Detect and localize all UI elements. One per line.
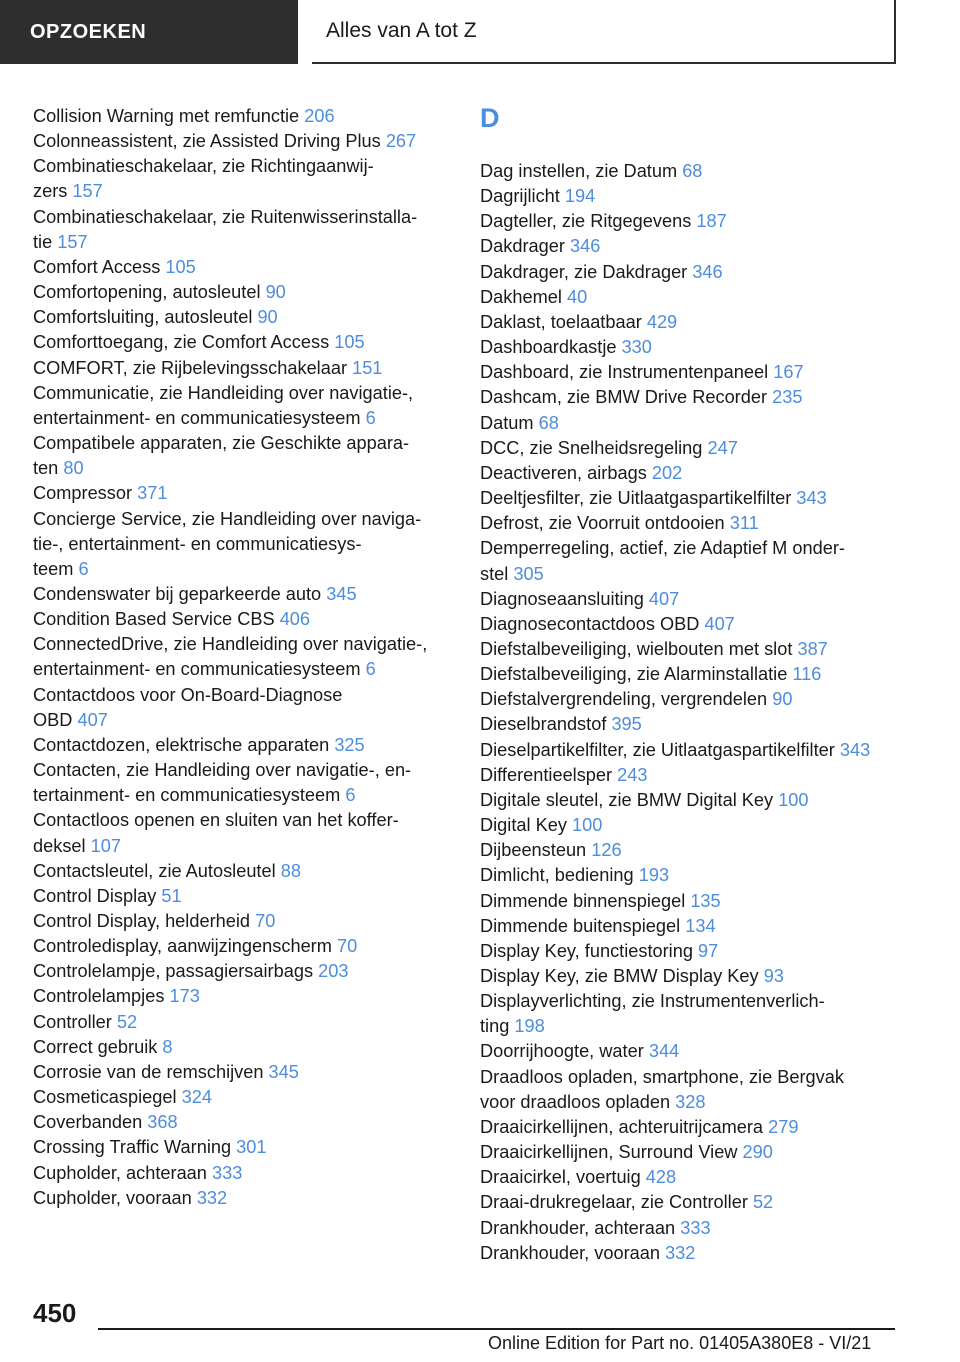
index-entry-text: Combinatieschakelaar, zie Richtingaanwij- — [33, 156, 374, 177]
index-entry[interactable] — [33, 305, 451, 330]
index-letter-heading: D — [480, 103, 500, 133]
index-entry-text: Dagrijlicht — [480, 186, 560, 207]
index-entry[interactable] — [33, 381, 451, 431]
index-entry[interactable] — [480, 360, 920, 385]
index-entry[interactable] — [480, 1216, 920, 1241]
index-entry-text: Comfort Access — [33, 256, 161, 277]
page-reference-link[interactable]: 332 — [196, 1187, 228, 1208]
index-entry[interactable] — [480, 1115, 920, 1140]
index-entry[interactable] — [480, 260, 920, 285]
index-entry-text: Communicatie, zie Handleiding over navigatie-, — [33, 382, 414, 403]
page-reference-link[interactable]: 330 — [621, 337, 652, 358]
index-entry-text: Digital Key — [480, 815, 567, 836]
page-reference-link[interactable]: 116 — [792, 664, 822, 685]
index-entry-text: stel — [480, 563, 509, 584]
index-entry-text: Display Key, functiestoring — [480, 940, 693, 961]
page-reference-link[interactable]: 343 — [839, 739, 871, 760]
index-entry-text: Crossing Traffic Warning — [33, 1137, 232, 1158]
page-reference-link[interactable]: 134 — [685, 915, 716, 936]
index-entry-text: Dieselpartikelfilter, zie Uitlaatgaspartikelfilter — [480, 739, 835, 760]
index-entry[interactable] — [480, 662, 920, 687]
page-reference-link[interactable]: 90 — [257, 307, 278, 328]
index-entry-text: Colonneassistent, zie Assisted Driving Plus — [33, 131, 381, 152]
page-reference-link[interactable]: 305 — [513, 563, 544, 584]
index-entry[interactable] — [33, 330, 451, 355]
page-reference-link[interactable]: 395 — [611, 714, 642, 735]
index-entry-text: DCC, zie Snelheidsregeling — [480, 437, 703, 458]
index-entry-text: Dieselbrandstof — [480, 714, 607, 735]
index-entry-text: ten — [33, 458, 59, 479]
index-entry-text: ConnectedDrive, zie Handleiding over navigatie-, — [33, 634, 428, 655]
index-entry-text: Daklast, toelaatbaar — [480, 311, 642, 332]
index-entry-text: Comfortsluiting, autosleutel — [33, 307, 253, 328]
index-entry[interactable] — [480, 209, 920, 234]
index-entry-text: Controlelampjes — [33, 986, 165, 1007]
page-reference-link[interactable]: 187 — [696, 211, 727, 232]
index-entry-text: Cosmeticaspiegel — [33, 1087, 177, 1108]
index-entry-text: Compatibele apparaten, zie Geschikte appara- — [33, 433, 410, 454]
index-entry-text: Draaicirkel, voertuig — [480, 1167, 641, 1188]
index-entry[interactable] — [480, 411, 920, 436]
index-entry[interactable] — [33, 909, 451, 934]
page-reference-link[interactable]: 344 — [648, 1041, 680, 1062]
page-reference-link[interactable]: 100 — [572, 815, 603, 836]
index-entry[interactable] — [480, 612, 920, 637]
page-reference-link[interactable]: 198 — [514, 1016, 545, 1037]
index-entry[interactable] — [33, 431, 451, 481]
index-entry[interactable] — [480, 285, 920, 310]
index-entry-text: Defrost, zie Voorruit ontdooien — [480, 513, 725, 534]
page-reference-link[interactable]: 6 — [78, 558, 89, 579]
index-entry-text: teem — [33, 558, 74, 579]
index-entry-text: Drankhouder, achteraan — [480, 1217, 676, 1238]
index-entry[interactable] — [33, 859, 451, 884]
page-reference-link[interactable]: 343 — [796, 488, 827, 509]
index-entry-text: Correct gebruik — [33, 1036, 158, 1057]
index-entry-text: tie — [33, 231, 53, 252]
page-reference-link[interactable]: 88 — [280, 860, 301, 881]
index-entry[interactable] — [480, 436, 920, 461]
page-reference-link[interactable]: 167 — [773, 362, 804, 383]
index-entry-text: OBD — [33, 709, 73, 730]
index-entry[interactable] — [480, 914, 920, 939]
page-reference-link[interactable]: 279 — [768, 1116, 799, 1137]
index-entry[interactable] — [480, 989, 920, 1039]
index-entry-text: Dag instellen, zie Datum — [480, 161, 678, 181]
index-entry[interactable] — [480, 738, 920, 763]
index-entry[interactable] — [480, 863, 920, 888]
index-entry[interactable] — [480, 234, 920, 259]
page-reference-link[interactable]: 157 — [72, 181, 103, 202]
index-entry-text: Dagteller, zie Ritgegevens — [480, 211, 692, 232]
index-entry-text: Diefstalbeveiliging, wielbouten met slot — [480, 638, 793, 659]
index-entry[interactable] — [480, 889, 920, 914]
index-entry[interactable] — [33, 255, 451, 280]
index-entry[interactable] — [480, 712, 920, 737]
index-entry-text: entertainment- en communicatiesysteem — [33, 407, 361, 428]
page-reference-link[interactable]: 406 — [279, 609, 311, 630]
page-reference-link[interactable]: 328 — [675, 1091, 706, 1112]
index-entry[interactable] — [33, 1161, 451, 1186]
page-reference-link[interactable]: 243 — [617, 764, 648, 785]
page-reference-link[interactable]: 267 — [385, 131, 417, 152]
index-entry-text: ting — [480, 1016, 510, 1037]
index-entry[interactable] — [480, 536, 920, 586]
index-entry-text: Draaicirkellijnen, achteruitrijcamera — [480, 1116, 764, 1137]
page-reference-link[interactable]: 68 — [682, 161, 703, 181]
index-entry-text: Control Display — [33, 885, 157, 906]
page-reference-link[interactable]: 301 — [236, 1137, 267, 1158]
index-entry-text: Datum — [480, 412, 534, 433]
page-reference-link[interactable]: 324 — [181, 1087, 212, 1108]
page-reference-link[interactable]: 346 — [692, 261, 723, 282]
page-reference-link[interactable]: 235 — [772, 387, 803, 408]
index-entry[interactable] — [33, 733, 451, 758]
index-entry-text: Contactloos openen en sluiten van het koffer- — [33, 810, 399, 831]
index-entry[interactable] — [33, 1186, 451, 1211]
page-reference-link[interactable]: 105 — [334, 332, 365, 353]
page-reference-link[interactable]: 345 — [268, 1061, 299, 1082]
index-entry-text: Dashboardkastje — [480, 337, 617, 358]
footer-edition: Online Edition for Part no. 01405A380E8 - VI/21 — [488, 1333, 872, 1353]
index-entry-text: Dimmende binnenspiegel — [480, 890, 686, 911]
page-reference-link[interactable]: 407 — [648, 588, 680, 609]
index-entry[interactable] — [480, 335, 920, 360]
page-reference-link[interactable]: 428 — [645, 1167, 677, 1188]
page-reference-link[interactable]: 90 — [772, 689, 793, 710]
page-reference-link[interactable]: 52 — [752, 1192, 774, 1213]
page-reference-link[interactable]: 135 — [690, 890, 721, 911]
page-reference-link[interactable]: 371 — [137, 483, 168, 504]
page-reference-link[interactable]: 100 — [778, 789, 809, 810]
index-entry[interactable] — [33, 934, 451, 959]
page-reference-link[interactable]: 173 — [169, 986, 200, 1007]
index-entry-text: Coverbanden — [33, 1112, 143, 1133]
index-entry[interactable] — [480, 1165, 920, 1190]
page-reference-link[interactable]: 206 — [304, 106, 335, 126]
index-entry[interactable] — [33, 607, 451, 632]
index-entry-text: Condenswater bij geparkeerde auto — [33, 583, 322, 604]
page-reference-link[interactable]: 6 — [345, 785, 356, 806]
page-number: 450 — [33, 1298, 77, 1328]
index-entry-text: Compressor — [33, 483, 133, 504]
page-reference-link[interactable]: 70 — [255, 911, 276, 931]
index-entry-text: tertainment- en communicatiesysteem — [33, 785, 341, 806]
page-reference-link[interactable]: 157 — [57, 231, 88, 252]
index-entry-text: Digitale sleutel, zie BMW Digital Key — [480, 789, 774, 810]
index-entry-text: Collision Warning met remfunctie — [33, 106, 300, 126]
page-reference-link[interactable]: 6 — [365, 407, 376, 428]
index-entry-text: Drankhouder, vooraan — [480, 1242, 660, 1263]
index-entry[interactable] — [33, 984, 451, 1009]
index-entry[interactable] — [33, 154, 451, 204]
page-reference-link[interactable]: 387 — [797, 638, 828, 659]
index-entry-text: Displayverlichting, zie Instrumentenverlich- — [480, 991, 825, 1012]
index-entry[interactable] — [480, 1065, 920, 1115]
index-entry-text: Doorrijhoogte, water — [480, 1041, 644, 1062]
page-reference-link[interactable]: 202 — [651, 462, 683, 483]
index-entry[interactable] — [33, 959, 451, 984]
index-entry-text: Draaicirkellijnen, Surround View — [480, 1142, 738, 1163]
index-entry[interactable] — [480, 184, 920, 209]
index-entry-text: Comfortopening, autosleutel — [33, 282, 261, 303]
index-entry-text: Contactdoos voor On-Board-Diagnose — [33, 684, 343, 705]
index-entry-text: Cupholder, vooraan — [33, 1187, 192, 1208]
index-entry-text: Diagnoseaansluiting — [480, 588, 644, 609]
page-reference-link[interactable]: 105 — [165, 256, 196, 277]
index-entry[interactable] — [480, 687, 920, 712]
index-entry-text: Deactiveren, airbags — [480, 462, 647, 483]
index-entry[interactable] — [33, 884, 451, 909]
index-entry-text: Controlelampje, passagiersairbags — [33, 961, 314, 982]
index-entry-text: Dijbeensteun — [480, 840, 587, 861]
index-entry[interactable] — [480, 587, 920, 612]
index-entry-text: Condition Based Service CBS — [33, 609, 275, 630]
section-tab[interactable]: OPZOEKEN — [0, 0, 298, 64]
index-entry-text: tie-, entertainment- en communicatiesys- — [33, 533, 362, 554]
page-reference-link[interactable]: 203 — [318, 961, 349, 982]
index-entry-text: Dashcam, zie BMW Drive Recorder — [480, 387, 768, 408]
page-reference-link[interactable]: 8 — [162, 1036, 173, 1057]
page-reference-link[interactable]: 194 — [564, 186, 596, 207]
page-reference-link[interactable]: 407 — [77, 709, 108, 730]
index-column-left — [33, 104, 451, 1211]
index-entry-text: Concierge Service, zie Handleiding over naviga- — [33, 508, 422, 529]
index-entry[interactable] — [480, 1039, 920, 1064]
index-entry[interactable] — [480, 637, 920, 662]
page-reference-link[interactable]: 70 — [336, 936, 358, 957]
index-entry-text: Display Key, zie BMW Display Key — [480, 966, 759, 986]
index-entry-text: Corrosie van de remschijven — [33, 1061, 264, 1082]
index-entry-text: Draadloos opladen, smartphone, zie Bergvak — [480, 1066, 844, 1087]
index-entry-text: Dakdrager, zie Dakdrager — [480, 261, 688, 282]
index-entry[interactable] — [480, 788, 920, 813]
page-reference-link[interactable]: 311 — [729, 513, 759, 534]
index-entry-text: Dakhemel — [480, 286, 562, 307]
index-entries-d — [480, 159, 920, 1266]
index-entry[interactable] — [480, 461, 920, 486]
index-entry[interactable] — [33, 1110, 451, 1135]
index-entry-text: Cupholder, achteraan — [33, 1162, 207, 1183]
page-reference-link[interactable]: 80 — [63, 458, 84, 479]
index-entry[interactable] — [33, 808, 451, 858]
index-entry[interactable] — [33, 481, 451, 506]
index-entry[interactable] — [480, 964, 920, 989]
index-entry-text: Controller — [33, 1011, 112, 1032]
page-reference-link[interactable]: 407 — [704, 613, 735, 634]
index-entry[interactable] — [33, 1060, 451, 1085]
index-entry-text: entertainment- en communicatiesysteem — [33, 659, 361, 680]
page-reference-link[interactable]: 90 — [265, 282, 286, 303]
page-reference-link[interactable]: 346 — [569, 236, 601, 257]
index-entry-text: Differentieelsper — [480, 764, 613, 785]
index-entry-text: Contactsleutel, zie Autosleutel — [33, 860, 276, 881]
page-reference-link[interactable]: 6 — [365, 659, 376, 680]
index-entry[interactable] — [33, 129, 451, 154]
index-entry-text: Control Display, helderheid — [33, 911, 251, 931]
index-entry-text: Dakdrager — [480, 236, 565, 257]
page-reference-link[interactable]: 193 — [638, 865, 670, 886]
index-entry[interactable] — [33, 1085, 451, 1110]
index-entry[interactable] — [480, 1241, 920, 1266]
index-entry[interactable] — [33, 356, 451, 381]
index-entry[interactable] — [480, 939, 920, 964]
index-entry[interactable] — [33, 205, 451, 255]
index-entry-text: deksel — [33, 835, 86, 856]
page-reference-link[interactable]: 429 — [646, 311, 678, 332]
index-entry[interactable] — [480, 159, 920, 184]
index-entry-text: Demperregeling, actief, zie Adaptief M onder- — [480, 538, 845, 559]
index-entry-text: COMFORT, zie Rijbelevingsschakelaar — [33, 357, 348, 378]
index-column-right — [480, 104, 920, 1266]
index-entry-text: Controledisplay, aanwijzingenscherm — [33, 936, 332, 957]
index-entry-text: Dimlicht, bediening — [480, 865, 634, 886]
page-reference-link[interactable]: 325 — [334, 734, 365, 755]
index-entry[interactable] — [33, 758, 451, 808]
index-entry[interactable] — [33, 582, 451, 607]
page-reference-link[interactable]: 345 — [326, 583, 357, 604]
index-entry-text: Comforttoegang, zie Comfort Access — [33, 332, 330, 353]
page-reference-link[interactable]: 332 — [665, 1242, 696, 1263]
index-entry-text: Diagnosecontactdoos OBD — [480, 613, 700, 634]
index-entry[interactable] — [33, 632, 451, 682]
page-reference-link[interactable]: 333 — [680, 1217, 711, 1238]
index-entry-text: Contactdozen, elektrische apparaten — [33, 734, 330, 755]
page-reference-link[interactable]: 368 — [147, 1112, 178, 1133]
index-entry[interactable] — [33, 1035, 451, 1060]
index-entry[interactable] — [480, 838, 920, 863]
page-reference-link[interactable]: 52 — [116, 1011, 138, 1032]
index-entry-text: Draai-drukregelaar, zie Controller — [480, 1192, 748, 1213]
page-header-title: Alles van A tot Z — [312, 0, 896, 64]
index-entry[interactable] — [480, 310, 920, 335]
page-reference-link[interactable]: 151 — [352, 357, 383, 378]
page-reference-link[interactable]: 126 — [591, 840, 622, 861]
index-entry[interactable] — [480, 813, 920, 838]
page-reference-link[interactable]: 333 — [211, 1162, 243, 1183]
footer-divider — [98, 1328, 895, 1330]
index-entry-text: Contacten, zie Handleiding over navigatie-, en- — [33, 760, 412, 781]
index-entry-text: zers — [33, 181, 68, 202]
page-reference-link[interactable]: 107 — [90, 835, 121, 856]
index-entry-text: Diefstalbeveiliging, zie Alarminstallatie — [480, 664, 788, 685]
page-reference-link[interactable]: 247 — [707, 437, 738, 458]
index-entry-text: Dimmende buitenspiegel — [480, 915, 681, 936]
index-entry[interactable] — [33, 1010, 451, 1035]
page-reference-link[interactable]: 93 — [763, 966, 784, 986]
page-reference-link[interactable]: 290 — [742, 1142, 773, 1163]
page-reference-link[interactable]: 97 — [698, 940, 719, 961]
index-entry[interactable] — [480, 1190, 920, 1215]
page-reference-link[interactable]: 40 — [566, 286, 588, 307]
index-entry[interactable] — [480, 763, 920, 788]
page-reference-link[interactable]: 68 — [538, 412, 559, 433]
index-entry[interactable] — [33, 683, 451, 733]
index-entry-text: Deeltjesfilter, zie Uitlaatgaspartikelfilter — [480, 488, 792, 509]
index-entry[interactable] — [33, 1135, 451, 1160]
index-entry[interactable] — [480, 511, 920, 536]
index-entry[interactable] — [33, 280, 451, 305]
index-entry[interactable] — [480, 1140, 920, 1165]
index-entry-text: Combinatieschakelaar, zie Ruitenwisserinstalla- — [33, 206, 418, 227]
index-entry-text: voor draadloos opladen — [480, 1091, 671, 1112]
index-entry-text: Dashboard, zie Instrumentenpaneel — [480, 362, 769, 383]
index-entry[interactable] — [480, 385, 920, 410]
index-entry[interactable] — [480, 486, 920, 511]
index-entry-text: Diefstalvergrendeling, vergrendelen — [480, 689, 768, 710]
index-entry[interactable] — [33, 507, 451, 582]
page-reference-link[interactable]: 51 — [161, 885, 182, 906]
index-entry[interactable] — [33, 104, 451, 129]
